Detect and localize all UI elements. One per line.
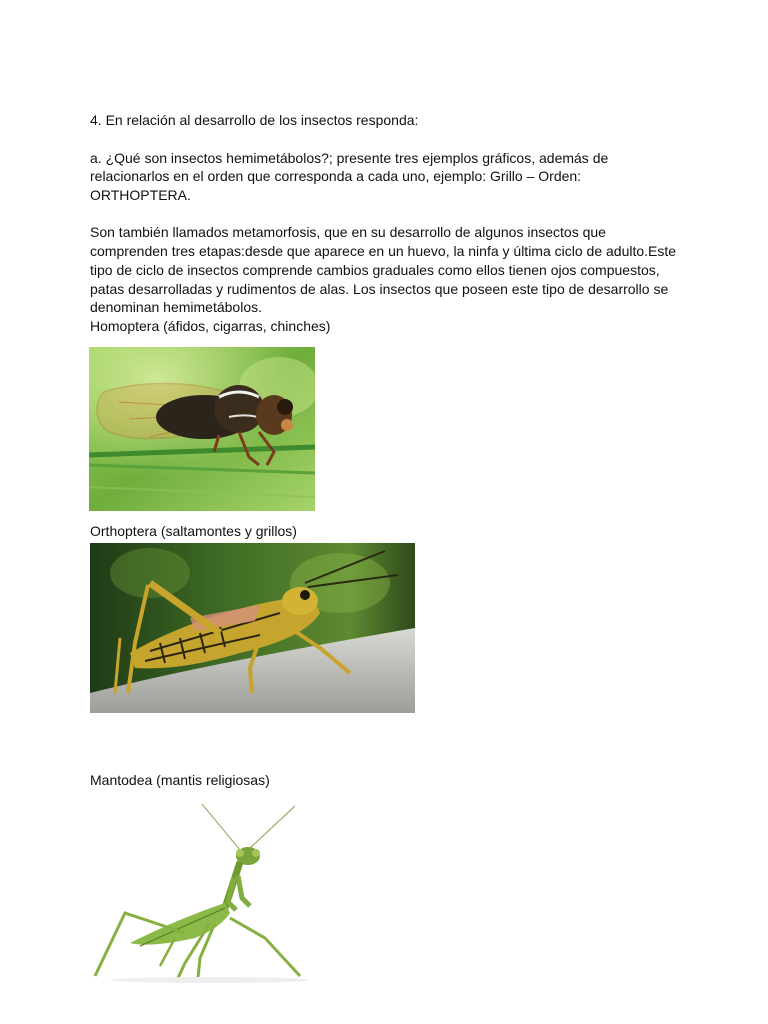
grasshopper-photo xyxy=(90,543,415,713)
answer-line: patas desarrolladas y rudimentos de alas. Los insectos que poseen este tipo de desarrollo se xyxy=(90,281,669,297)
answer-line: comprenden tres etapas:desde que aparece en un huevo, la ninfa y última ciclo de adulto.Este xyxy=(90,243,677,259)
answer-line: tipo de ciclo de insectos comprende cambios graduales como ellos tienen ojos compuestos, xyxy=(90,262,660,278)
answer-line: Son también llamados metamorfosis, que en su desarrollo de algunos insectos que xyxy=(90,224,606,240)
example-caption-homoptera: Homoptera (áfidos, cigarras, chinches) xyxy=(90,318,331,334)
question-prompt-line: ORTHOPTERA. xyxy=(90,187,191,203)
question-prompt-line: relacionarlos en el orden que corresponda a cada uno, ejemplo: Grillo – Orden: xyxy=(90,168,582,184)
answer-line: denominan hemimetábolos. xyxy=(90,299,262,315)
example-caption-orthoptera: Orthoptera (saltamontes y grillos) xyxy=(90,523,297,539)
example-caption-mantodea: Mantodea (mantis religiosas) xyxy=(90,772,270,788)
question-prompt-line: a. ¿Qué son insectos hemimetábolos?; presente tres ejemplos gráficos, además de xyxy=(90,150,609,166)
cicada-photo xyxy=(89,347,315,511)
mantis-photo xyxy=(90,798,330,984)
question-title: 4. En relación al desarrollo de los insectos responda: xyxy=(90,112,419,128)
